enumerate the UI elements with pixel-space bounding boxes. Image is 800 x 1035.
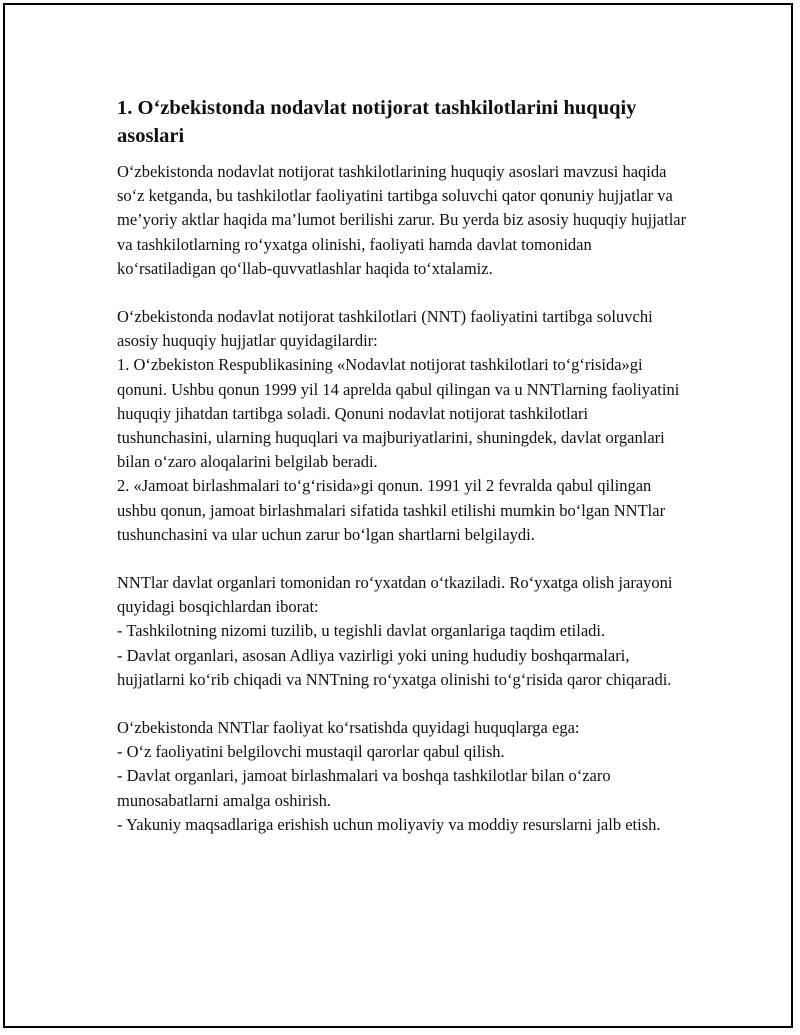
document-body <box>117 94 687 861</box>
list-item: - Davlat organlari, asosan Adliya vazirligi yoki uning hududiy boshqarmalari, hujjatlarni ko‘rib chiqadi va NNTning ro‘yxatga olinishi to‘g‘risida qaror chiqaradi. <box>117 645 672 689</box>
paragraph-legal-acts <box>117 305 687 547</box>
section-heading: 1. O‘zbekistonda nodavlat notijorat tashkilotlarini huquqiy asoslari <box>117 97 637 147</box>
list-item: 1. O‘zbekiston Respublikasining «Nodavlat notijorat tashkilotlari to‘g‘risida»gi qonuni. Ushbu qonun 1999 yil 14 aprelda qabul qilingan va u NNTlarning faoliyatini huquqiy jihatdan tartibga soladi. Qonuni nodavlat notijorat tashkilotlari tushunchasini, ularning huquqlari va majburiyatlarini, shuningdek, davlat organlari bilan o‘zaro aloqalarini belgilab beradi. <box>117 355 680 472</box>
paragraph-registration <box>117 571 687 692</box>
paragraph-intro <box>117 160 687 281</box>
paragraph-text: O‘zbekistonda nodavlat notijorat tashkilotlari (NNT) faoliyatini tartibga soluvchi asosiy huquqiy hujjatlar quyidagilardir: <box>117 307 653 351</box>
list-item: - Tashkilotning nizomi tuzilib, u tegishli davlat organlariga taqdim etiladi. <box>117 621 606 641</box>
paragraph-rights <box>117 716 687 837</box>
list-item: 2. «Jamoat birlashmalari to‘g‘risida»gi qonun. 1991 yil 2 fevralda qabul qilingan ushbu qonun, jamoat birlashmalari sifatida tashkil etilishi mumkin bo‘lgan NNTlar tushunchasini va ular uchun zarur bo‘lgan shartlarni belgilaydi. <box>117 476 666 544</box>
list-item: - Yakuniy maqsadlariga erishish uchun moliyaviy va moddiy resurslarni jalb etish. <box>117 814 661 834</box>
list-item: - Davlat organlari, jamoat birlashmalari va boshqa tashkilotlar bilan o‘zaro munosabatlarni amalga oshirish. <box>117 766 611 810</box>
list-item: - O‘z faoliyatini belgilovchi mustaqil qarorlar qabul qilish. <box>117 742 505 762</box>
paragraph-text: O‘zbekistonda NNTlar faoliyat ko‘rsatishda quyidagi huquqlarga ega: <box>117 718 580 738</box>
paragraph-text: O‘zbekistonda nodavlat notijorat tashkilotlarining huquqiy asoslari mavzusi haqida so‘z ketganda, bu tashkilotlar faoliyatini tartibga soluvchi qator qonuniy hujjatlar va me’yoriy aktlar haqida ma’lumot berilishi zarur. Bu yerda biz asosiy huquqiy hujjatlar va tashkilotlarning ro‘yxatga olinishi, faoliyati hamda davlat tomonidan ko‘rsatiladigan qo‘llab-quvvatlashlar haqida to‘xtalamiz. <box>117 162 687 278</box>
paragraph-text: NNTlar davlat organlari tomonidan ro‘yxatdan o‘tkaziladi. Ro‘yxatga olish jarayoni quyidagi bosqichlardan iborat: <box>117 573 673 617</box>
